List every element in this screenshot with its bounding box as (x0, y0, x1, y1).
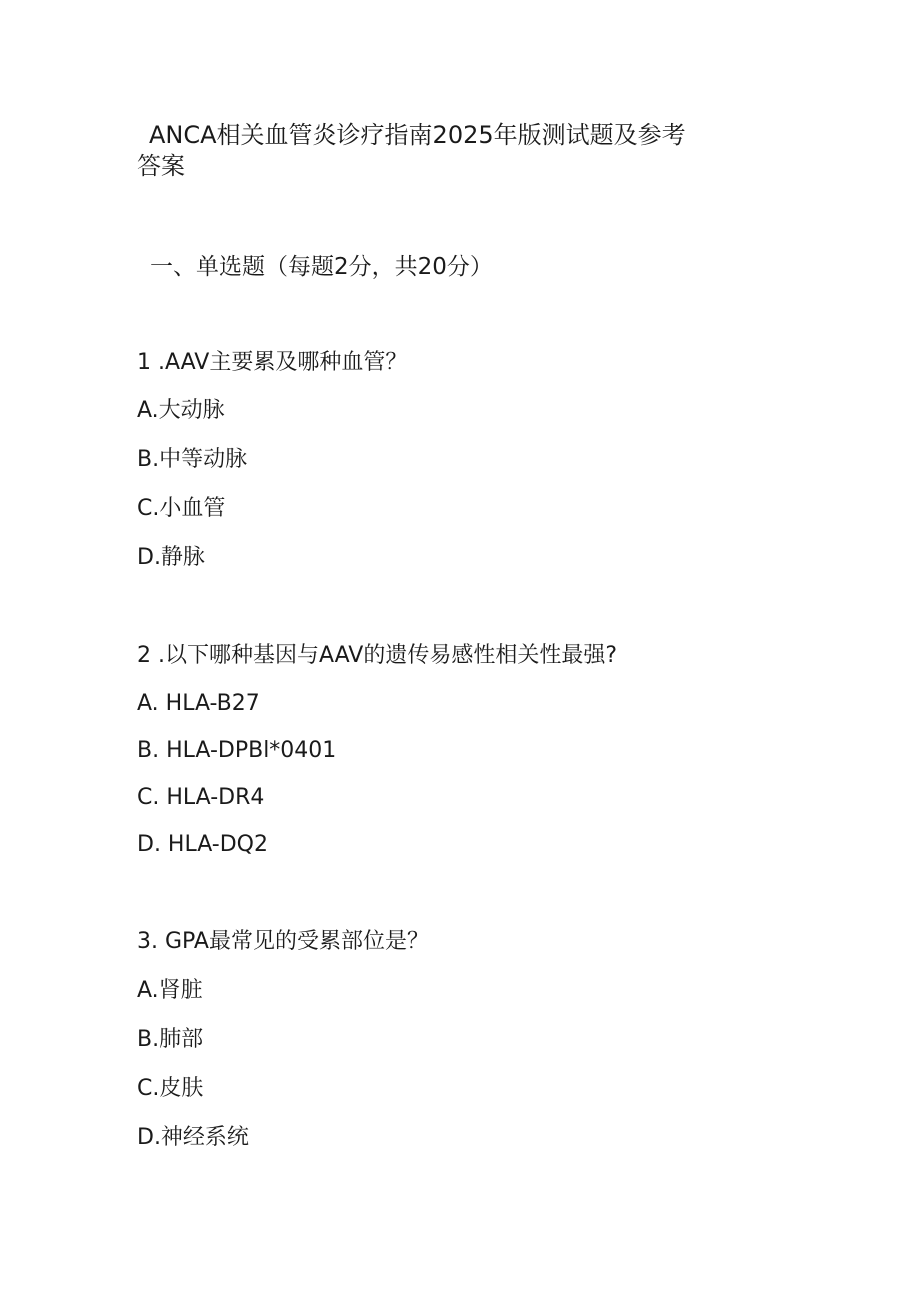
option-d: D. HLA-DQ2 (137, 832, 268, 857)
question-3 (137, 927, 429, 1153)
option-b: B.肺部 (137, 1027, 204, 1052)
option-b: B.中等动脉 (137, 447, 248, 472)
option-a: A.肾脏 (137, 978, 203, 1003)
document-title: ANCA相关血管炎诊疗指南2025年版测试题及参考答案 (137, 121, 686, 180)
option-b: B. HLA-DPBl*0401 (137, 738, 337, 763)
question-stem: 3. GPA最常见的受累部位是？ (137, 929, 429, 954)
option-c: C. HLA-DR4 (137, 785, 265, 810)
question-stem: 2 .以下哪种基因与AAV的遗传易感性相关性最强? (137, 643, 618, 668)
question-1 (137, 348, 407, 573)
option-a: A.大动脉 (137, 398, 225, 423)
question-2 (137, 641, 617, 860)
option-a: A. HLA-B27 (137, 691, 260, 716)
option-c: C.皮肤 (137, 1076, 204, 1101)
question-stem: 1 .AAV主要累及哪种血管？ (137, 350, 408, 375)
option-d: D.静脉 (137, 545, 205, 570)
option-d: D.神经系统 (137, 1125, 249, 1150)
option-c: C.小血管 (137, 496, 226, 521)
section-heading: 一、单选题（每题2分，共20分） (150, 254, 493, 280)
